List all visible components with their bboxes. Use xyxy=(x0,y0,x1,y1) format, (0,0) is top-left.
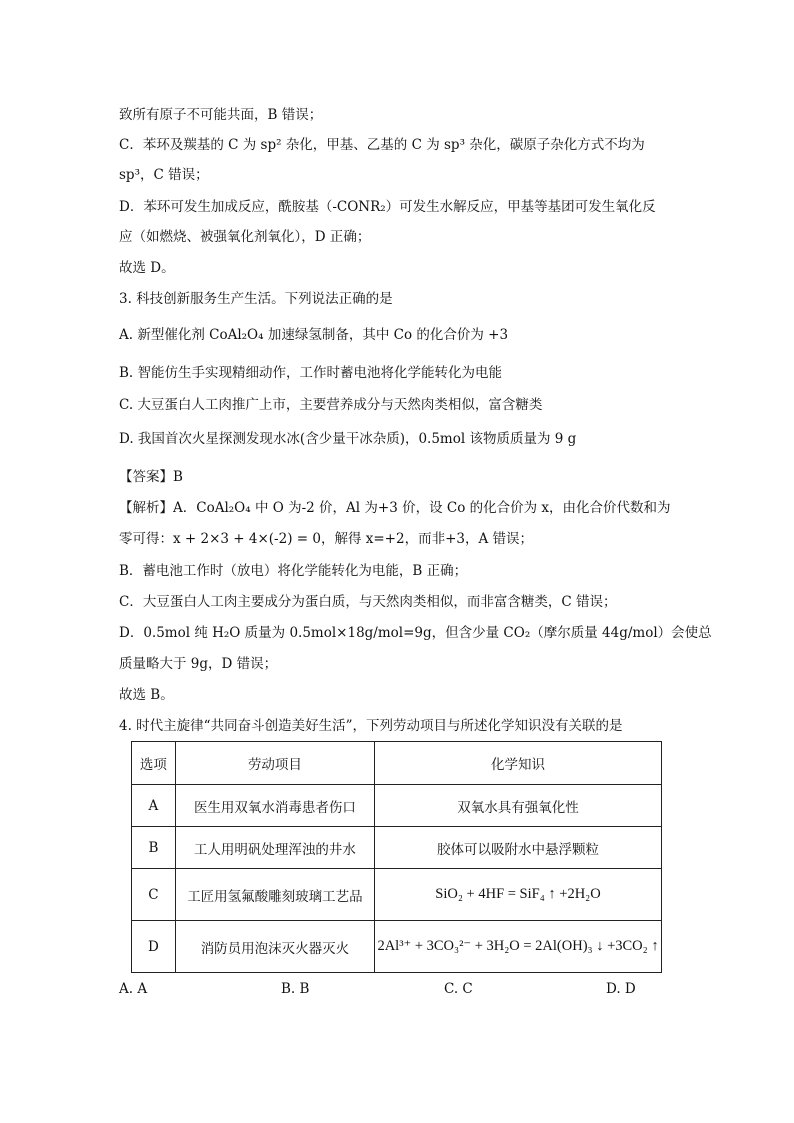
text-line: 致所有原子不可能共面，B 错误； xyxy=(119,107,323,123)
answer-option-d: D. D xyxy=(606,981,636,997)
analysis-line: C．大豆蛋白人工肉主要成分为蛋白质，与天然肉类相似，而非富含糖类，C 错误； xyxy=(119,594,617,610)
table-row xyxy=(132,921,662,973)
table-cell: A xyxy=(132,785,176,827)
answer-option-b: B. B xyxy=(281,981,310,997)
table-cell: C xyxy=(132,869,176,921)
text-line: 故选 D。 xyxy=(119,260,175,276)
analysis-line: D．0.5mol 纯 H₂O 质量为 0.5mol×18g/mol=9g，但含少量 CO₂（摩尔质量 44g/mol）会使总 xyxy=(119,625,712,641)
table-cell: D xyxy=(132,921,176,973)
table-header-cell: 化学知识 xyxy=(375,742,662,785)
analysis-line: 【解析】A．CoAl₂O₄ 中 O 为-2 价，Al 为+3 价，设 Co 的化合价为 x，由化合价代数和为 xyxy=(119,500,671,516)
table-cell: B xyxy=(132,827,176,869)
table-cell: 工匠用氢氟酸雕刻玻璃工艺品 xyxy=(175,869,374,921)
answer-label: 【答案】B xyxy=(119,469,183,485)
answer-option-c: C. C xyxy=(444,981,473,997)
text-line: D．苯环可发生加成反应，酰胺基（-CONR₂）可发生水解反应，甲基等基团可发生氧化反 xyxy=(119,199,656,215)
question-3-option-b: B. 智能仿生手实现精细动作，工作时蓄电池将化学能转化为电能 xyxy=(119,365,503,381)
question-4-stem: 4. 时代主旋律“共同奋斗创造美好生活”，下列劳动项目与所述化学知识没有关联的是 xyxy=(119,718,623,734)
text-line: sp³，C 错误； xyxy=(119,167,209,183)
text-line: C．苯环及羰基的 C 为 sp² 杂化，甲基、乙基的 C 为 sp³ 杂化，碳原子杂化方式不均为 xyxy=(119,137,645,153)
table-row xyxy=(132,785,662,827)
analysis-line: B．蓄电池工作时（放电）将化学能转化为电能，B 正确； xyxy=(119,563,468,579)
analysis-line: 零可得：x + 2×3 + 4×(-2) = 0，解得 x=+2，而非+3，A 错误； xyxy=(119,531,534,547)
table-header-row xyxy=(132,742,662,785)
table-cell-equation: 2Al³⁺ + 3CO₃²⁻ + 3H₂O = 2Al(OH)₃ ↓ +3CO₂ ↑ xyxy=(375,921,662,973)
question-3-option-d: D. 我国首次火星探测发现水冰(含少量干冰杂质)，0.5mol 该物质质量为 9 g xyxy=(119,431,577,447)
table-cell: 双氧水具有强氧化性 xyxy=(375,785,662,827)
analysis-line: 质量略大于 9g，D 错误； xyxy=(119,656,278,672)
table-row xyxy=(132,827,662,869)
table-cell-equation: SiO₂ + 4HF = SiF₄ ↑ +2H₂O xyxy=(375,869,662,921)
table-header-cell: 选项 xyxy=(132,742,176,785)
question-4-table xyxy=(131,741,662,973)
text-line: 故选 B。 xyxy=(119,687,174,703)
table-row xyxy=(132,869,662,921)
question-3-option-a: A. 新型催化剂 CoAl₂O₄ 加速绿氢制备，其中 Co 的化合价为 +3 xyxy=(119,327,509,343)
table-cell: 医生用双氧水消毒患者伤口 xyxy=(175,785,374,827)
table-cell: 工人用明矾处理浑浊的井水 xyxy=(175,827,374,869)
table-cell: 胶体可以吸附水中悬浮颗粒 xyxy=(375,827,662,869)
table-header-cell: 劳动项目 xyxy=(175,742,374,785)
question-3-option-c: C. 大豆蛋白人工肉推广上市，主要营养成分与天然肉类相似，富含糖类 xyxy=(119,397,543,413)
question-3-stem: 3. 科技创新服务生产生活。下列说法正确的是 xyxy=(119,291,393,307)
text-line: 应（如燃烧、被强氧化剂氧化），D 正确； xyxy=(119,229,371,245)
answer-option-a: A. A xyxy=(119,981,148,997)
table-cell: 消防员用泡沫灭火器灭火 xyxy=(175,921,374,973)
